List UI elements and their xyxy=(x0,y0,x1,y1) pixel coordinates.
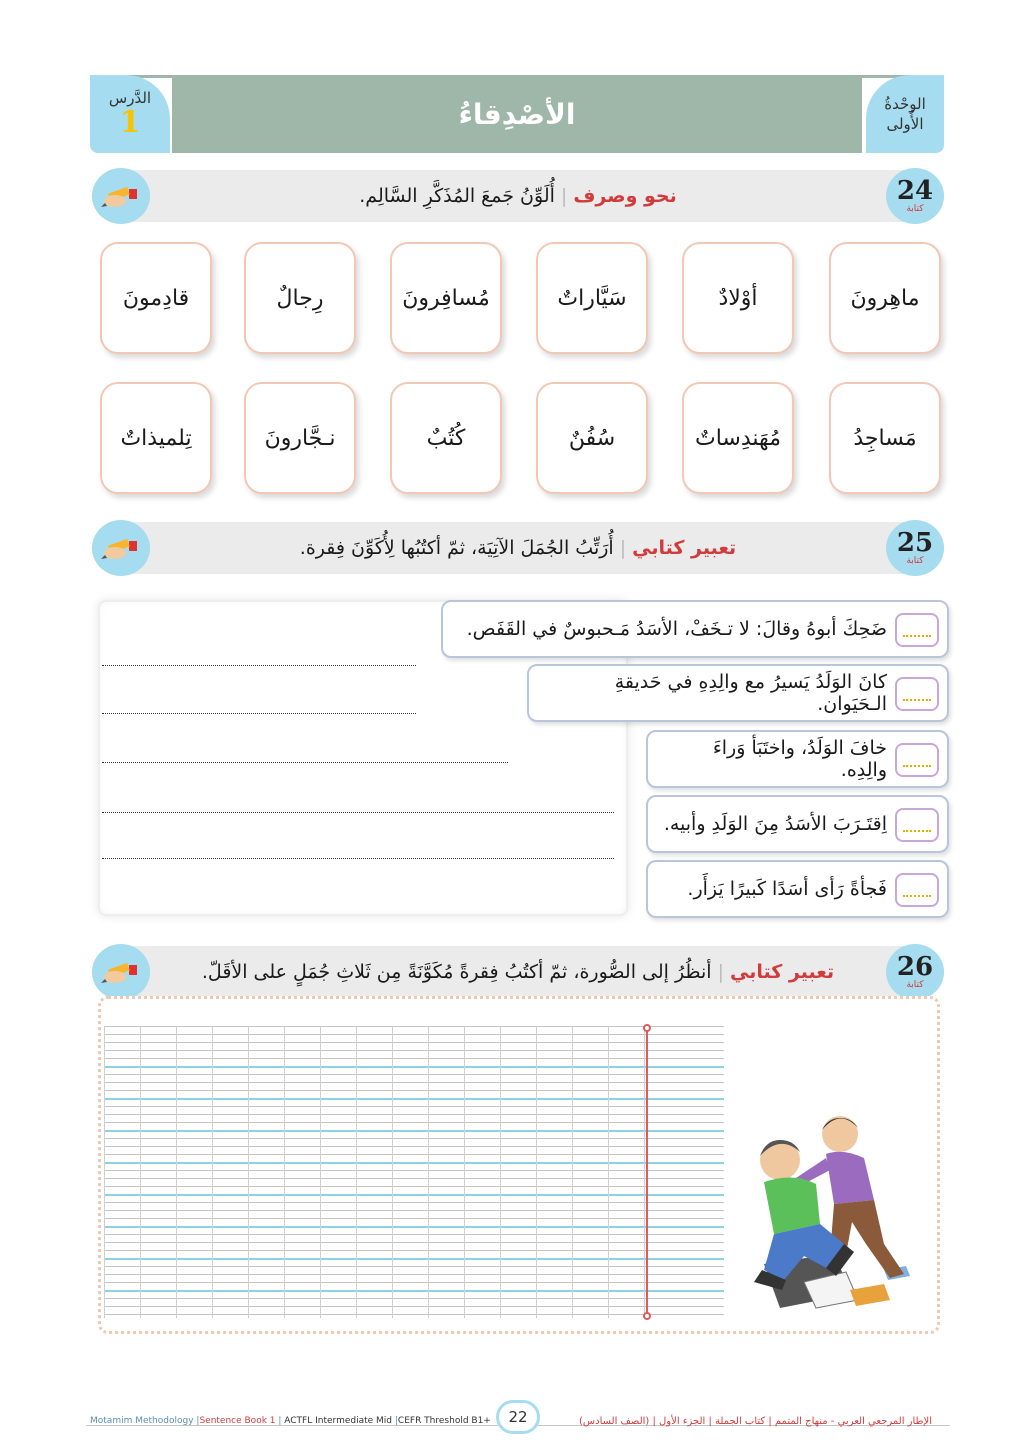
grid-line xyxy=(104,1234,724,1235)
section-24-number: 24 xyxy=(896,176,934,206)
grid-column-line xyxy=(356,1026,357,1318)
sentence-card xyxy=(441,600,949,658)
section-25-number-badge xyxy=(886,520,944,576)
grid-column-line xyxy=(320,1026,321,1318)
section-24-sub: كتابة xyxy=(906,204,924,214)
sentence-text: ضَحِكَ أبوهُ وقالَ: لا تـخَفْ، الأسَدُ مَـحبوسٌ في القَفَص. xyxy=(466,618,887,640)
grid-line xyxy=(104,1282,724,1283)
grid-line xyxy=(104,1026,724,1027)
grid-column-line xyxy=(464,1026,465,1318)
grid-line xyxy=(104,1218,724,1219)
pencil-hand-icon xyxy=(92,944,150,1000)
order-slot[interactable] xyxy=(895,873,939,907)
unit-label-1: الوحْدةُ xyxy=(884,95,926,113)
sentence-card xyxy=(527,664,949,722)
unit-badge xyxy=(866,75,944,153)
boy-head xyxy=(822,1116,858,1152)
grid-line xyxy=(104,1042,724,1043)
grid-column-line xyxy=(608,1026,609,1318)
grid-line xyxy=(104,1306,724,1307)
boys-illustration xyxy=(734,1094,924,1312)
sentence-card xyxy=(646,795,949,853)
grid-column-line xyxy=(104,1026,105,1318)
word-card[interactable]: تِلميذاتٌ xyxy=(100,382,212,494)
grid-line xyxy=(104,1090,724,1091)
order-slot[interactable] xyxy=(895,677,939,711)
boy-shirt xyxy=(826,1152,874,1204)
word-card[interactable]: مَساجِدُ xyxy=(829,382,941,494)
grid-column-line xyxy=(140,1026,141,1318)
lesson-number: 1 xyxy=(119,105,141,140)
writing-line[interactable] xyxy=(102,665,416,666)
writing-line[interactable] xyxy=(102,812,614,813)
grid-line xyxy=(104,1250,724,1251)
word-card[interactable]: ماهِرونَ xyxy=(829,242,941,354)
grid-baseline xyxy=(104,1226,724,1228)
section-25-category: تعبير كتابي xyxy=(632,537,737,559)
grid-column-line xyxy=(212,1026,213,1318)
margin-dot xyxy=(643,1312,651,1320)
grid-line xyxy=(104,1170,724,1171)
footer-left: Motamim Methodology |Sentence Book 1 | ACTFL Intermediate Mid |CEFR Threshold B1+ xyxy=(90,1416,491,1426)
writing-line[interactable] xyxy=(102,713,416,714)
footer-book: Sentence Book 1 xyxy=(199,1416,276,1426)
grid-line xyxy=(104,1202,724,1203)
lesson-badge xyxy=(90,75,170,153)
section-24-separator: | xyxy=(560,185,568,207)
grid-baseline xyxy=(104,1194,724,1196)
grid-line xyxy=(104,1058,724,1059)
grid-column-line xyxy=(500,1026,501,1318)
section-25-bar xyxy=(92,522,944,574)
section-25-separator: | xyxy=(619,537,627,559)
notebook-grid[interactable] xyxy=(104,1026,724,1318)
grid-baseline xyxy=(104,1258,724,1260)
grid-line xyxy=(104,1106,724,1107)
grid-line xyxy=(104,1138,724,1139)
section-24-bar xyxy=(92,170,944,222)
unit-label-2: الأُولى xyxy=(886,115,924,133)
word-card[interactable]: أوْلادٌ xyxy=(682,242,794,354)
grid-line xyxy=(104,1074,724,1075)
margin-dot xyxy=(643,1024,651,1032)
order-slot[interactable] xyxy=(895,808,939,842)
page-title: الأصْدِقاءُ xyxy=(458,97,576,131)
page-number: 22 xyxy=(496,1400,540,1434)
section-25-heading xyxy=(168,522,868,574)
grid-baseline xyxy=(104,1162,724,1164)
grid-baseline xyxy=(104,1130,724,1132)
grid-line xyxy=(104,1034,724,1035)
word-card[interactable]: نـجَّارونَ xyxy=(244,382,356,494)
section-26-separator: | xyxy=(717,961,724,983)
section-26-heading xyxy=(168,946,868,998)
word-card[interactable]: سُفُنٌ xyxy=(536,382,648,494)
footer-right: الإطار المرجعي العربي - منهاج المتمم | كتاب الجملة | الجزء الأول | (الصف السادس) xyxy=(579,1416,932,1427)
notebook-margin-line xyxy=(646,1028,648,1316)
grid-line xyxy=(104,1298,724,1299)
section-26-number: 26 xyxy=(896,952,934,982)
sentence-text: اِقتَـرَبَ الأسَدُ مِنَ الوَلَدِ وأبيه. xyxy=(663,813,887,835)
section-25-sub: كتابة xyxy=(906,556,924,566)
grid-column-line xyxy=(536,1026,537,1318)
footer-methodology: Motamim Methodology xyxy=(90,1416,194,1426)
grid-column-line xyxy=(644,1026,645,1318)
section-26-bar xyxy=(92,946,944,998)
sentence-card xyxy=(646,730,949,788)
grid-line xyxy=(104,1082,724,1083)
grid-line xyxy=(104,1186,724,1187)
order-slot[interactable] xyxy=(895,743,939,777)
word-card[interactable]: مُسافِرونَ xyxy=(390,242,502,354)
grid-column-line xyxy=(284,1026,285,1318)
grid-line xyxy=(104,1266,724,1267)
section-25-instruction: أُرَتِّبُ الجُمَلَ الآتِيَة، ثمّ أكتُبُها لِأُكَوِّنَ فِقرة. xyxy=(299,537,614,559)
grid-line xyxy=(104,1114,724,1115)
section-25-number: 25 xyxy=(896,528,934,558)
writing-line[interactable] xyxy=(102,858,614,859)
sentence-text: خافَ الوَلَدُ، واختَبَأ وَراءَ والِدِه. xyxy=(712,737,887,781)
grid-line xyxy=(104,1242,724,1243)
grid-baseline xyxy=(104,1066,724,1068)
grid-line xyxy=(104,1154,724,1155)
grid-column-line xyxy=(248,1026,249,1318)
section-26-sub: كتابة xyxy=(906,980,924,990)
page-title-bar xyxy=(172,75,862,153)
grid-line xyxy=(104,1178,724,1179)
section-24-heading xyxy=(168,170,868,222)
word-card[interactable]: مُهَندِساتٌ xyxy=(682,382,794,494)
word-card[interactable]: كُتُبٌ xyxy=(390,382,502,494)
grid-line xyxy=(104,1050,724,1051)
grid-column-line xyxy=(392,1026,393,1318)
word-card[interactable]: رِجالٌ xyxy=(244,242,356,354)
pencil-hand-icon xyxy=(92,520,150,576)
grid-line xyxy=(104,1122,724,1123)
word-card[interactable]: سَيَّاراتٌ xyxy=(536,242,648,354)
section-24-instruction: أُلَوِّنُ جَمعَ المُذَكَّرِ السَّالِم. xyxy=(359,185,555,207)
footer-actfl: ACTFL Intermediate Mid xyxy=(284,1416,393,1426)
writing-line[interactable] xyxy=(102,762,508,763)
grid-line xyxy=(104,1146,724,1147)
sentence-text: كانَ الوَلَدُ يَسيرُ مع والِدِهِ في حَديقةِ الـحَيَوان. xyxy=(614,671,887,715)
grid-column-line xyxy=(572,1026,573,1318)
footer-cefr: CEFR Threshold B1+ xyxy=(397,1416,491,1426)
floor-book xyxy=(850,1284,890,1306)
grid-line xyxy=(104,1210,724,1211)
section-24-category: نحو وصرف xyxy=(573,185,677,207)
word-card[interactable]: قادِمونَ xyxy=(100,242,212,354)
grid-baseline xyxy=(104,1290,724,1292)
section-26-number-badge xyxy=(886,944,944,1000)
sentence-text: فَجأةً رَأى أسَدًا كَبيرًا يَزأَر. xyxy=(687,878,887,900)
grid-line xyxy=(104,1274,724,1275)
grid-line xyxy=(104,1314,724,1315)
pencil-hand-icon xyxy=(92,168,150,224)
order-slot[interactable] xyxy=(895,613,939,647)
section-26-instruction: أنظُرُ إلى الصُّورة، ثمّ أكتُبُ فِقرةً مُكَوَّنَةً مِن ثَلاثِ جُمَلٍ على الأقَلّ. xyxy=(201,961,712,983)
section-26-category: تعبير كتابي xyxy=(730,961,835,983)
grid-baseline xyxy=(104,1098,724,1100)
lesson-label: الدَّرس xyxy=(108,89,152,107)
sentence-card xyxy=(646,860,949,918)
section-24-number-badge xyxy=(886,168,944,224)
grid-column-line xyxy=(428,1026,429,1318)
grid-column-line xyxy=(176,1026,177,1318)
